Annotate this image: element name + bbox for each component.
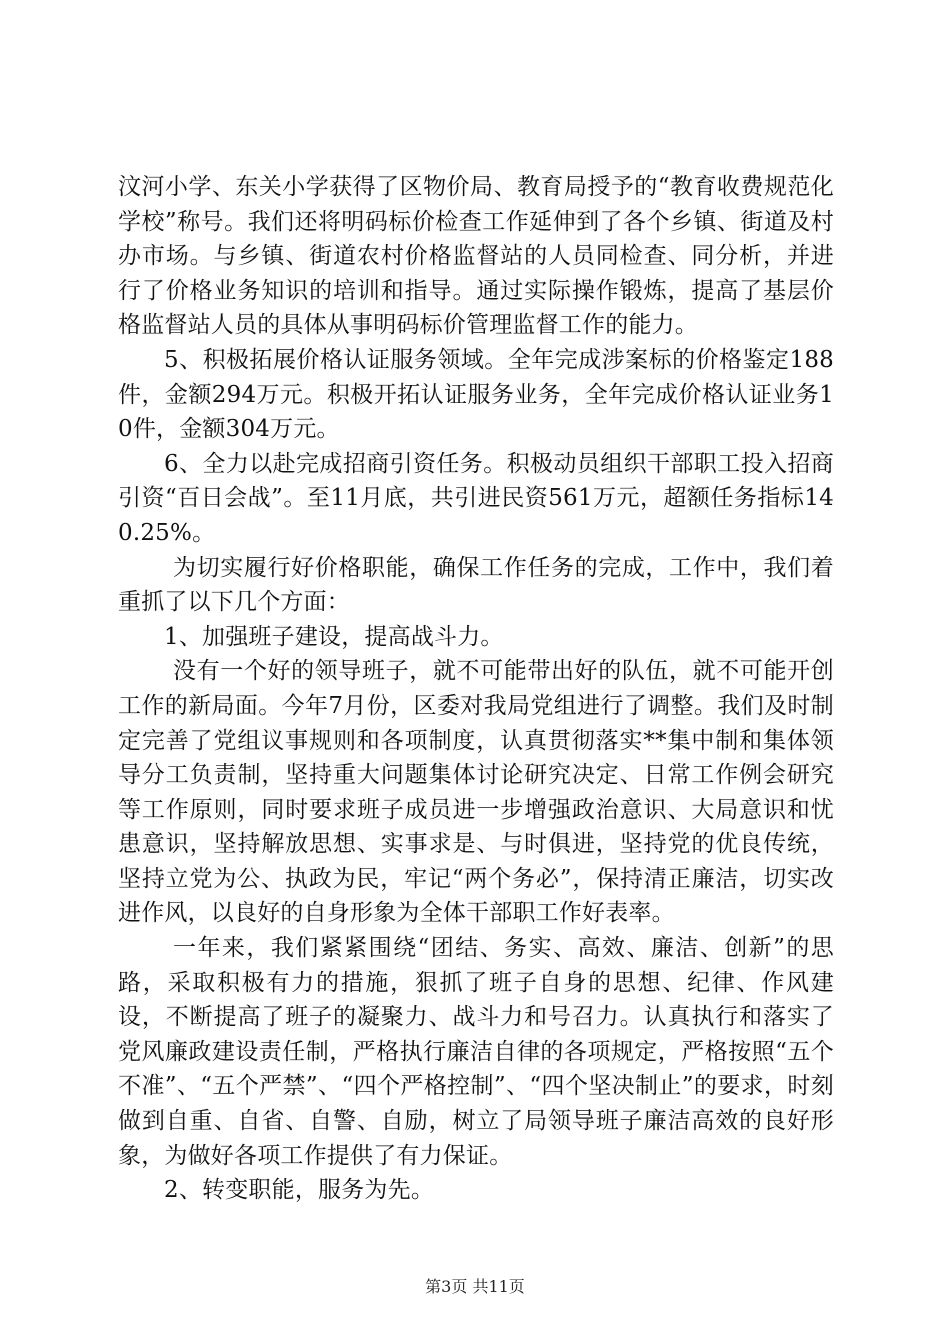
heading-item-1: 1、加强班子建设，提高战斗力。 xyxy=(164,623,504,650)
paragraph-item-6: 6、全力以赴完成招商引资任务。积极动员组织干部职工投入招商引资“百日会战”。至11月底，共引进民资561万元，超额任务指标140.25%。 xyxy=(118,450,834,546)
paragraph-leadership: 没有一个好的领导班子，就不可能带出好的队伍，就不可能开创工作的新局面。今年7月份，区委对我局党组进行了调整。我们及时制定完善了党组议事规则和各项制度，认真贯彻落实**集中制和集体领导分工负责制，坚持重大问题集体讨论研究决定、日常工作例会研究等工作原则，同时要求班子成员进一步增强政治意识、大局意识和忧患意识，坚持解放思想、实事求是、与时俱进，坚持党的优良传统，坚持立党为公、执政为民，牢记“两个务必”，保持清正廉洁，切实改进作风，以良好的自身形象为全体干部职工作好表率。 xyxy=(118,658,834,927)
paragraph-item-5: 5、积极拓展价格认证服务领域。全年完成涉案标的价格鉴定188件，金额294万元。积极开拓认证服务业务，全年完成价格认证业务10件，金额304万元。 xyxy=(118,346,834,443)
paragraph-year-review: 一年来，我们紧紧围绕“团结、务实、高效、廉洁、创新”的思路，采取积极有力的措施，狠抓了班子自身的思想、纪律、作风建设，不断提高了班子的凝聚力、战斗力和号召力。认真执行和落实了党风廉政建设责任制，严格执行廉洁自律的各项规定，严格按照“五个不准”、“五个严禁”、“四个严格控制”、“四个坚决制止”的要求，时刻做到自重、自省、自警、自励，树立了局领导班子廉洁高效的良好形象，为做好各项工作提供了有力保证。 xyxy=(118,935,834,1169)
document-body xyxy=(118,170,834,1208)
heading-item-2: 2、转变职能，服务为先。 xyxy=(164,1177,435,1204)
paragraph-intro: 为切实履行好价格职能，确保工作任务的完成，工作中，我们着重抓了以下几个方面： xyxy=(118,554,834,616)
page-number-footer: 第3页 共11页 xyxy=(425,1277,525,1296)
paragraph-continuation: 汶河小学、东关小学获得了区物价局、教育局授予的“教育收费规范化学校”称号。我们还将明码标价检查工作延伸到了各个乡镇、街道及村办市场。与乡镇、街道农村价格监督站的人员同检查、同分析，并进行了价格业务知识的培训和指导。通过实际操作锻炼，提高了基层价格监督站人员的具体从事明码标价管理监督工作的能力。 xyxy=(118,174,834,339)
